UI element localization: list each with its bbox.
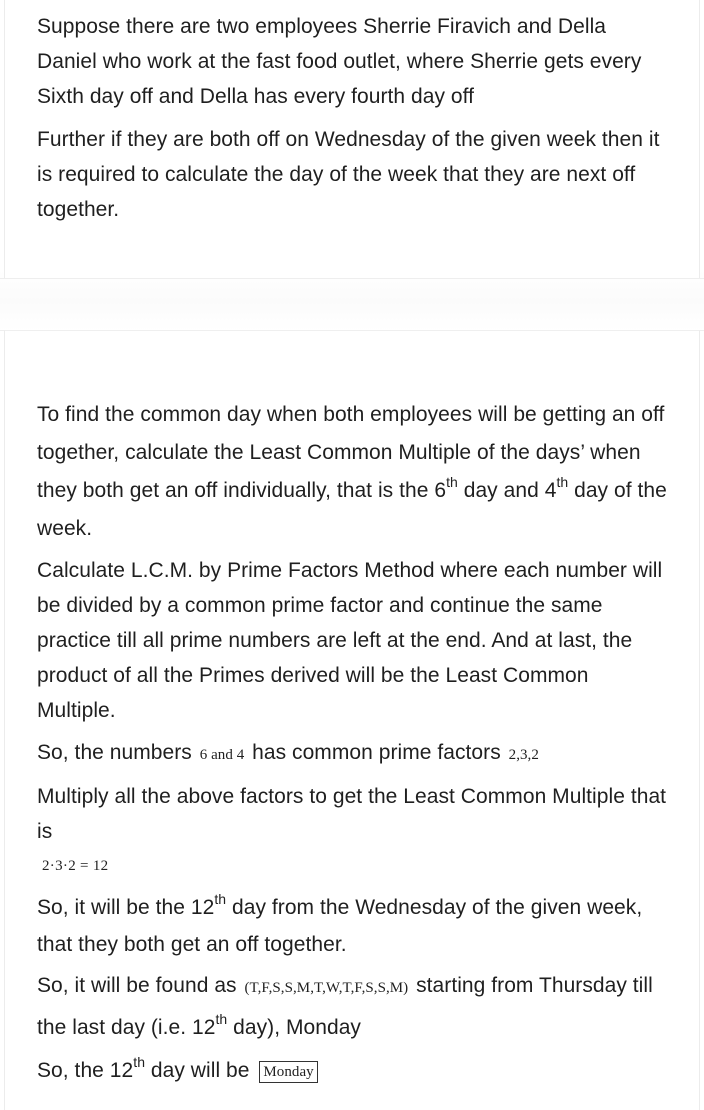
- text-span: So, the numbers: [37, 741, 198, 764]
- text-span: So, it will be the 12: [37, 896, 215, 919]
- solution-paragraph-method: Calculate L.C.M. by Prime Factors Method where each number will be divided by a common prime factor and continue the same practice till all prime numbers are left at the end. And at last, the product of all the Primes derived will be the Least Common Multiple.: [37, 559, 663, 722]
- math-expression: (T,F,S,S,M,T,W,T,F,S,S,M): [244, 980, 409, 996]
- solution-paragraph-multiply: Multiply all the above factors to get the Least Common Multiple that is: [37, 785, 667, 843]
- divider-line: [0, 278, 704, 279]
- solution-paragraph-lcm-intro: [37, 396, 667, 548]
- solution-paragraph-answer: [37, 1053, 667, 1088]
- text-span: So, the 12: [37, 1059, 134, 1082]
- lcm-equation: 2·3·2 = 12: [42, 858, 109, 874]
- superscript: th: [215, 1011, 228, 1027]
- text-span: So, it will be found as: [37, 974, 243, 997]
- question-paragraph-1: Suppose there are two employees Sherrie Firavich and Della Daniel who work at the fast food outlet, where Sherrie gets every Sixth day off and Della has every fourth day off: [37, 15, 642, 108]
- superscript: th: [214, 891, 227, 907]
- solution-paragraph-factors: [37, 735, 667, 773]
- text-span: has common prime factors: [246, 741, 507, 764]
- text-span: day will be: [145, 1059, 256, 1082]
- superscript: th: [133, 1054, 146, 1070]
- text-span: To find the common day when both employees will be getting an off together, calculate the Least Common Multiple of the days’ when they both get an off individually, that is the 6: [37, 403, 665, 502]
- solution-paragraph-day-sequence: [37, 966, 667, 1047]
- final-answer-box: Monday: [259, 1061, 317, 1083]
- math-expression: 2,3,2: [508, 747, 539, 763]
- text-span: day from the Wednesday of the given week, that they both get an off together.: [37, 896, 643, 956]
- superscript: th: [556, 474, 569, 490]
- superscript: th: [446, 474, 458, 490]
- text-span: starting from Thursday till the last day (i.e. 12: [37, 974, 653, 1039]
- text-span: day), Monday: [227, 1016, 361, 1039]
- text-span: day of the week.: [37, 479, 667, 540]
- section-separator: [0, 270, 704, 332]
- text-span: day and 4: [457, 479, 557, 502]
- solution-paragraph-12th-day: [37, 889, 667, 963]
- question-paragraph-2: Further if they are both off on Wednesday of the given week then it is required to calculate the day of the week that they are next off together.: [37, 128, 660, 221]
- math-expression: 6 and 4: [199, 747, 245, 763]
